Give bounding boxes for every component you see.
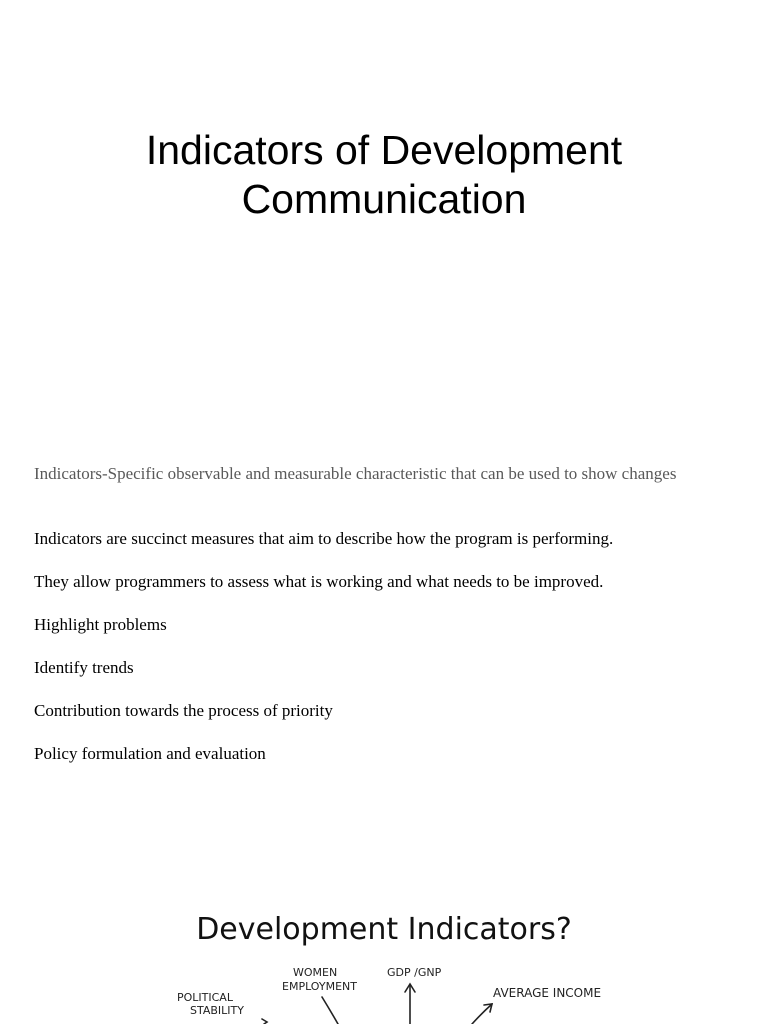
arrow-women: [322, 997, 338, 1024]
list-item: Policy formulation and evaluation: [34, 744, 266, 763]
indicator-sketch: [0, 955, 768, 1024]
sketch-label-stability: STABILITY: [190, 1004, 244, 1017]
list-item: Highlight problems: [34, 615, 167, 634]
slide-title: [0, 126, 768, 224]
arrow-political: [262, 1019, 267, 1024]
arrow-income: [472, 1004, 492, 1024]
sketch-label-employment: EMPLOYMENT: [282, 980, 357, 993]
slide-title-line-2: Communication: [241, 176, 527, 222]
list-item: Identify trends: [34, 658, 134, 677]
list-item: Contribution towards the process of priority: [34, 701, 333, 720]
sketch-label-political: POLITICAL: [177, 991, 233, 1004]
sketch-label-average-income: AVERAGE INCOME: [493, 986, 602, 1000]
sketch-label-gdp: GDP /GNP: [387, 966, 442, 979]
indicator-list: [34, 526, 754, 784]
list-item: Indicators are succinct measures that aim to describe how the program is performing.: [34, 529, 614, 548]
slide-title-line-1: Indicators of Development: [145, 127, 623, 173]
sketch-heading: Development Indicators?: [196, 912, 572, 947]
list-item: They allow programmers to assess what is working and what needs to be improved.: [34, 572, 604, 591]
intro-definition: Indicators-Specific observable and measurable characteristic that can be used to show changes: [34, 464, 677, 483]
sketch-label-women: WOMEN: [293, 966, 338, 979]
